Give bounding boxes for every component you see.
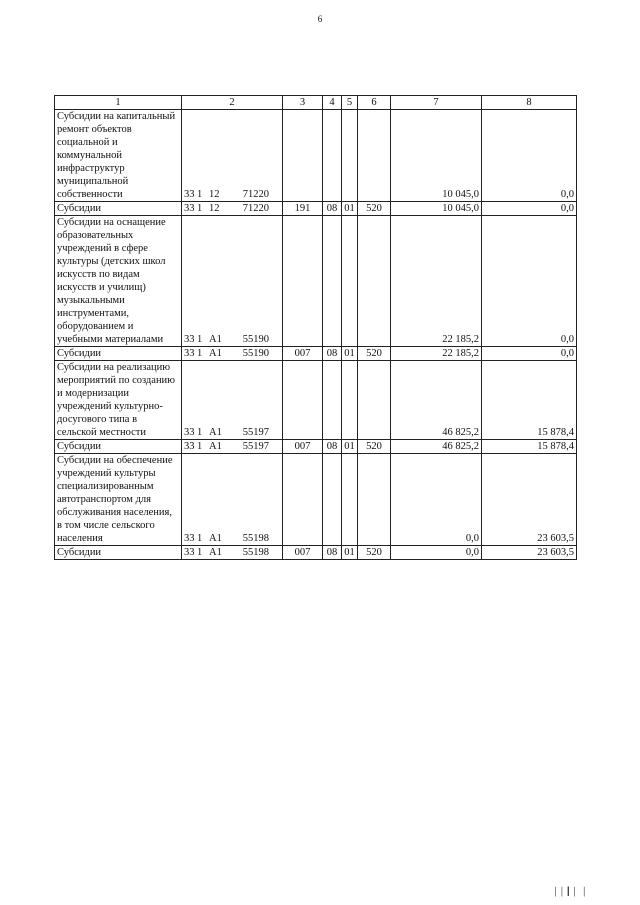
row-description: Субсидии на оснащение образовательных учреждений в сфере культуры (детских школ искусств по видам искусств и училищ) музыкальными инструментами, оборудованием и учебными материалами bbox=[55, 216, 182, 347]
header-col-3: 3 bbox=[283, 96, 323, 110]
row-col-4: 08 bbox=[323, 202, 342, 216]
row-code: 33 1 A1 55190 bbox=[182, 347, 283, 361]
header-col-6: 6 bbox=[358, 96, 391, 110]
row-col-4 bbox=[323, 110, 342, 202]
header-col-5: 5 bbox=[342, 96, 358, 110]
header-col-1: 1 bbox=[55, 96, 182, 110]
table-row bbox=[55, 110, 577, 202]
header-col-8: 8 bbox=[482, 96, 577, 110]
row-col-6: 520 bbox=[358, 347, 391, 361]
row-description: Субсидии bbox=[55, 347, 182, 361]
row-description: Субсидии bbox=[55, 546, 182, 560]
row-col-5 bbox=[342, 110, 358, 202]
budget-table bbox=[54, 95, 577, 560]
row-col-5 bbox=[342, 216, 358, 347]
row-col-7: 22 185,2 bbox=[391, 347, 482, 361]
row-col-3: 007 bbox=[283, 440, 323, 454]
row-code: 33 1 A1 55198 bbox=[182, 546, 283, 560]
row-col-4 bbox=[323, 216, 342, 347]
row-col-8: 15 878,4 bbox=[482, 440, 577, 454]
row-col-6 bbox=[358, 216, 391, 347]
table-row bbox=[55, 454, 577, 546]
row-description: Субсидии на капитальный ремонт объектов социальной и коммунальной инфраструктур муниципальной собственности bbox=[55, 110, 182, 202]
row-col-7: 22 185,2 bbox=[391, 216, 482, 347]
row-description: Субсидии на реализацию мероприятий по созданию и модернизации учреждений культурно-досугового типа в сельской местности bbox=[55, 361, 182, 440]
header-col-4: 4 bbox=[323, 96, 342, 110]
row-col-5 bbox=[342, 361, 358, 440]
row-col-6 bbox=[358, 361, 391, 440]
row-col-8: 0,0 bbox=[482, 347, 577, 361]
row-code: 33 1 A1 55190 bbox=[182, 216, 283, 347]
row-description: Субсидии bbox=[55, 202, 182, 216]
row-col-5: 01 bbox=[342, 347, 358, 361]
row-col-6: 520 bbox=[358, 440, 391, 454]
row-col-8: 23 603,5 bbox=[482, 546, 577, 560]
row-col-4 bbox=[323, 361, 342, 440]
row-col-5 bbox=[342, 454, 358, 546]
row-description: Субсидии bbox=[55, 440, 182, 454]
row-col-7: 10 045,0 bbox=[391, 110, 482, 202]
row-col-4: 08 bbox=[323, 546, 342, 560]
row-col-7: 46 825,2 bbox=[391, 361, 482, 440]
page-number: 6 bbox=[317, 14, 323, 24]
row-col-5: 01 bbox=[342, 440, 358, 454]
row-col-5: 01 bbox=[342, 546, 358, 560]
row-col-8: 0,0 bbox=[482, 202, 577, 216]
row-col-3 bbox=[283, 361, 323, 440]
row-col-7: 0,0 bbox=[391, 454, 482, 546]
table-header-row bbox=[55, 96, 577, 110]
row-col-8: 23 603,5 bbox=[482, 454, 577, 546]
row-col-7: 46 825,2 bbox=[391, 440, 482, 454]
table-row bbox=[55, 361, 577, 440]
table-row bbox=[55, 546, 577, 560]
table-row bbox=[55, 216, 577, 347]
row-col-4: 08 bbox=[323, 347, 342, 361]
row-col-5: 01 bbox=[342, 202, 358, 216]
row-code: 33 1 12 71220 bbox=[182, 110, 283, 202]
row-col-8: 0,0 bbox=[482, 216, 577, 347]
row-col-7: 10 045,0 bbox=[391, 202, 482, 216]
row-code: 33 1 A1 55198 bbox=[182, 454, 283, 546]
row-col-6 bbox=[358, 454, 391, 546]
row-col-6: 520 bbox=[358, 202, 391, 216]
row-col-3 bbox=[283, 454, 323, 546]
row-col-8: 15 878,4 bbox=[482, 361, 577, 440]
row-description: Субсидии на обеспечение учреждений культуры специализированным автотранспортом для обслуживания населения, в том числе сельского населения bbox=[55, 454, 182, 546]
row-col-8: 0,0 bbox=[482, 110, 577, 202]
row-col-6 bbox=[358, 110, 391, 202]
header-col-7: 7 bbox=[391, 96, 482, 110]
table-row bbox=[55, 347, 577, 361]
header-col-2: 2 bbox=[182, 96, 283, 110]
row-col-3 bbox=[283, 110, 323, 202]
row-col-3: 191 bbox=[283, 202, 323, 216]
scan-barcode-mark: ││┃│ │ bbox=[552, 887, 588, 896]
row-col-7: 0,0 bbox=[391, 546, 482, 560]
row-col-3: 007 bbox=[283, 347, 323, 361]
row-col-3: 007 bbox=[283, 546, 323, 560]
row-col-3 bbox=[283, 216, 323, 347]
row-col-4 bbox=[323, 454, 342, 546]
row-code: 33 1 A1 55197 bbox=[182, 361, 283, 440]
table-row bbox=[55, 440, 577, 454]
row-code: 33 1 A1 55197 bbox=[182, 440, 283, 454]
row-code: 33 1 12 71220 bbox=[182, 202, 283, 216]
row-col-4: 08 bbox=[323, 440, 342, 454]
table-row bbox=[55, 202, 577, 216]
row-col-6: 520 bbox=[358, 546, 391, 560]
